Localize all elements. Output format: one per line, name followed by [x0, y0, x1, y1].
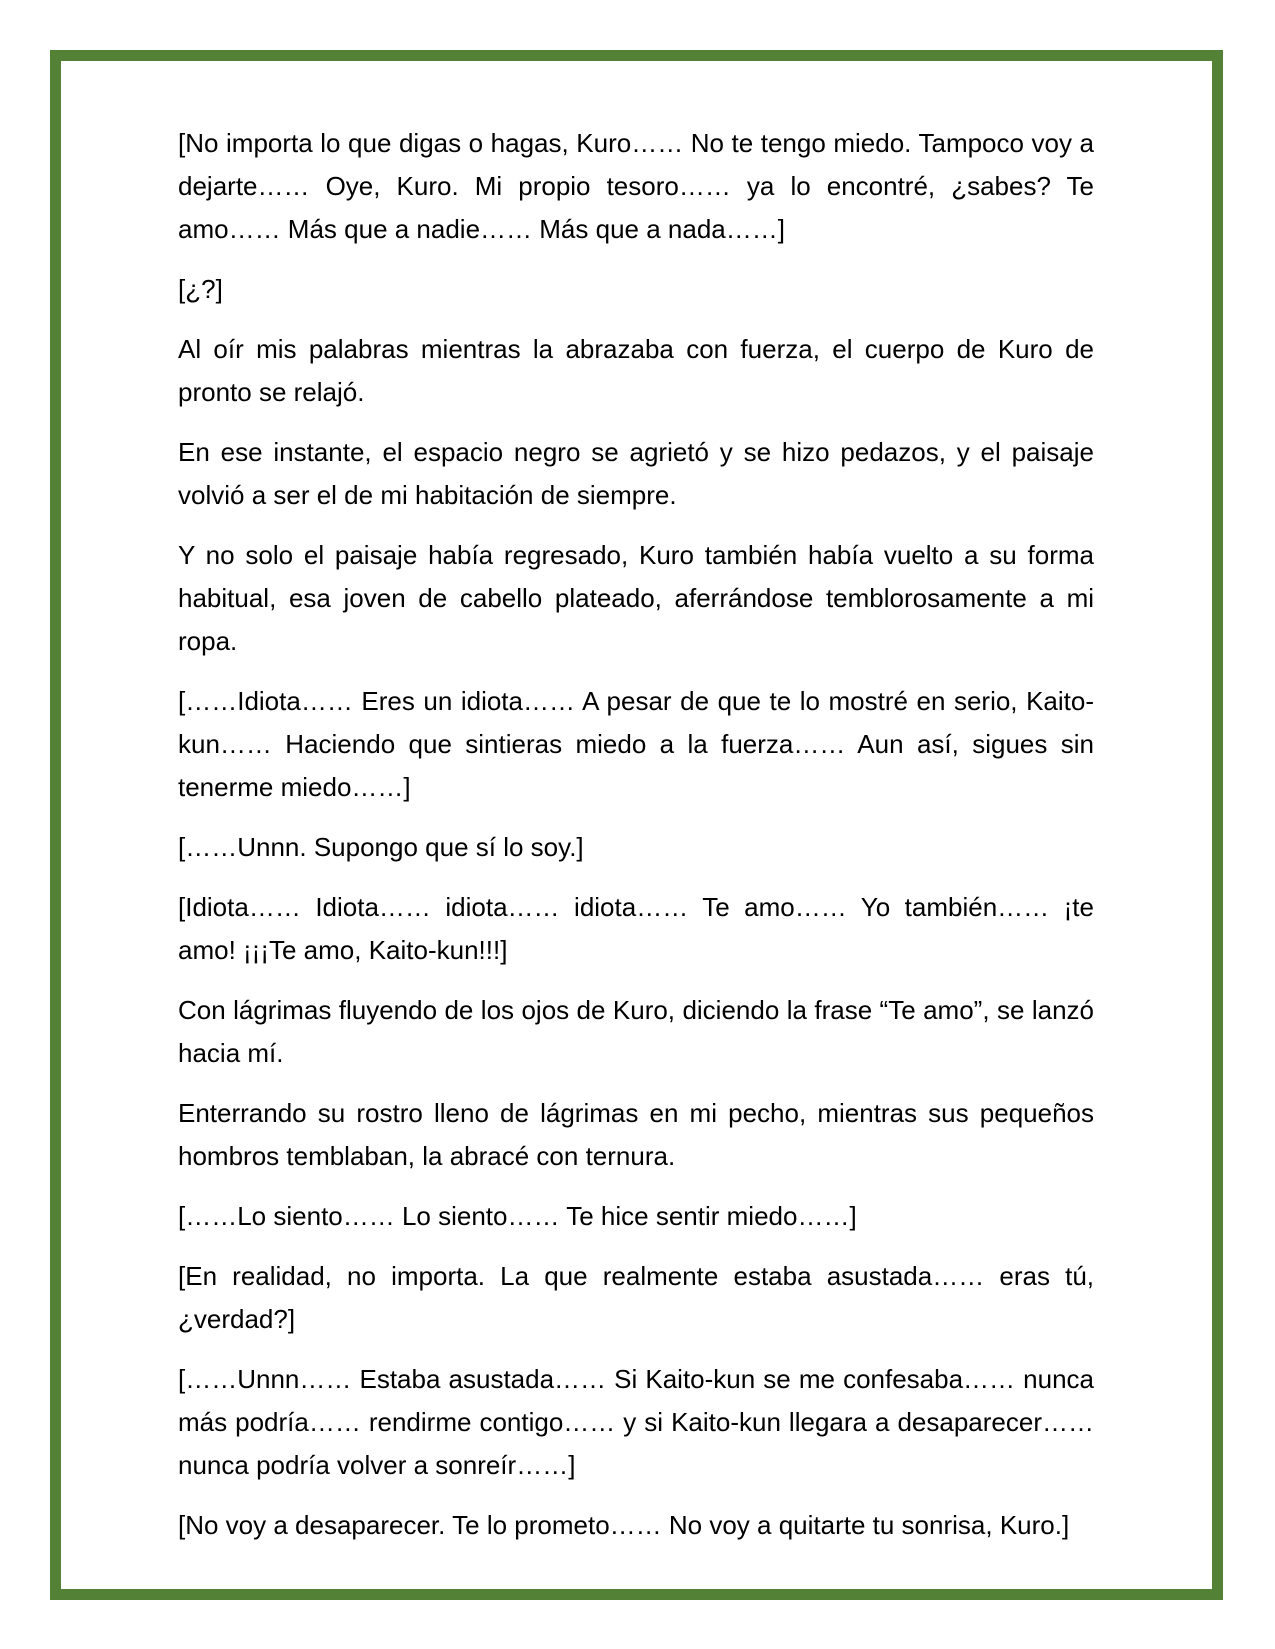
- paragraph: En ese instante, el espacio negro se agrietó y se hizo pedazos, y el paisaje volvió a ser el de mi habitación de siempre.: [178, 437, 1094, 510]
- paragraph: Y no solo el paisaje había regresado, Kuro también había vuelto a su forma habitual, esa joven de cabello plateado, aferrándose temblorosamente a mi ropa.: [178, 540, 1094, 656]
- page-border-frame: [50, 50, 1223, 1600]
- paragraph: Al oír mis palabras mientras la abrazaba con fuerza, el cuerpo de Kuro de pronto se relajó.: [178, 334, 1094, 407]
- paragraph: Enterrando su rostro lleno de lágrimas en mi pecho, mientras sus pequeños hombros temblaban, la abracé con ternura.: [178, 1098, 1094, 1171]
- paragraph: [En realidad, no importa. La que realmente estaba asustada…… eras tú, ¿verdad?]: [178, 1261, 1094, 1334]
- paragraph: [……Unnn. Supongo que sí lo soy.]: [178, 832, 584, 862]
- document-body: [61, 61, 1212, 1589]
- paragraph: [No importa lo que digas o hagas, Kuro…… No te tengo miedo. Tampoco voy a dejarte…… Oye, Kuro. Mi propio tesoro…… ya lo encontré, ¿sabes? Te amo…… Más que a nadie…… Más que a nada……]: [178, 128, 1094, 244]
- paragraph: [No voy a desaparecer. Te lo prometo…… No voy a quitarte tu sonrisa, Kuro.]: [178, 1510, 1070, 1540]
- paragraph: Con lágrimas fluyendo de los ojos de Kuro, diciendo la frase “Te amo”, se lanzó hacia mí.: [178, 995, 1094, 1068]
- paragraph: [Idiota…… Idiota…… idiota…… idiota…… Te amo…… Yo también…… ¡te amo! ¡¡¡Te amo, Kaito-kun!!!]: [178, 892, 1094, 965]
- paragraph: [¿?]: [178, 274, 223, 304]
- paragraph: [……Idiota…… Eres un idiota…… A pesar de que te lo mostré en serio, Kaito-kun…… Haciendo que sintieras miedo a la fuerza…… Aun así, sigues sin tenerme miedo……]: [178, 686, 1094, 802]
- paragraph: [……Unnn…… Estaba asustada…… Si Kaito-kun se me confesaba…… nunca más podría…… rendirme contigo…… y si Kaito-kun llegara a desaparecer…… nunca podría volver a sonreír……]: [178, 1364, 1094, 1480]
- paragraph: [……Lo siento…… Lo siento…… Te hice sentir miedo……]: [178, 1201, 857, 1231]
